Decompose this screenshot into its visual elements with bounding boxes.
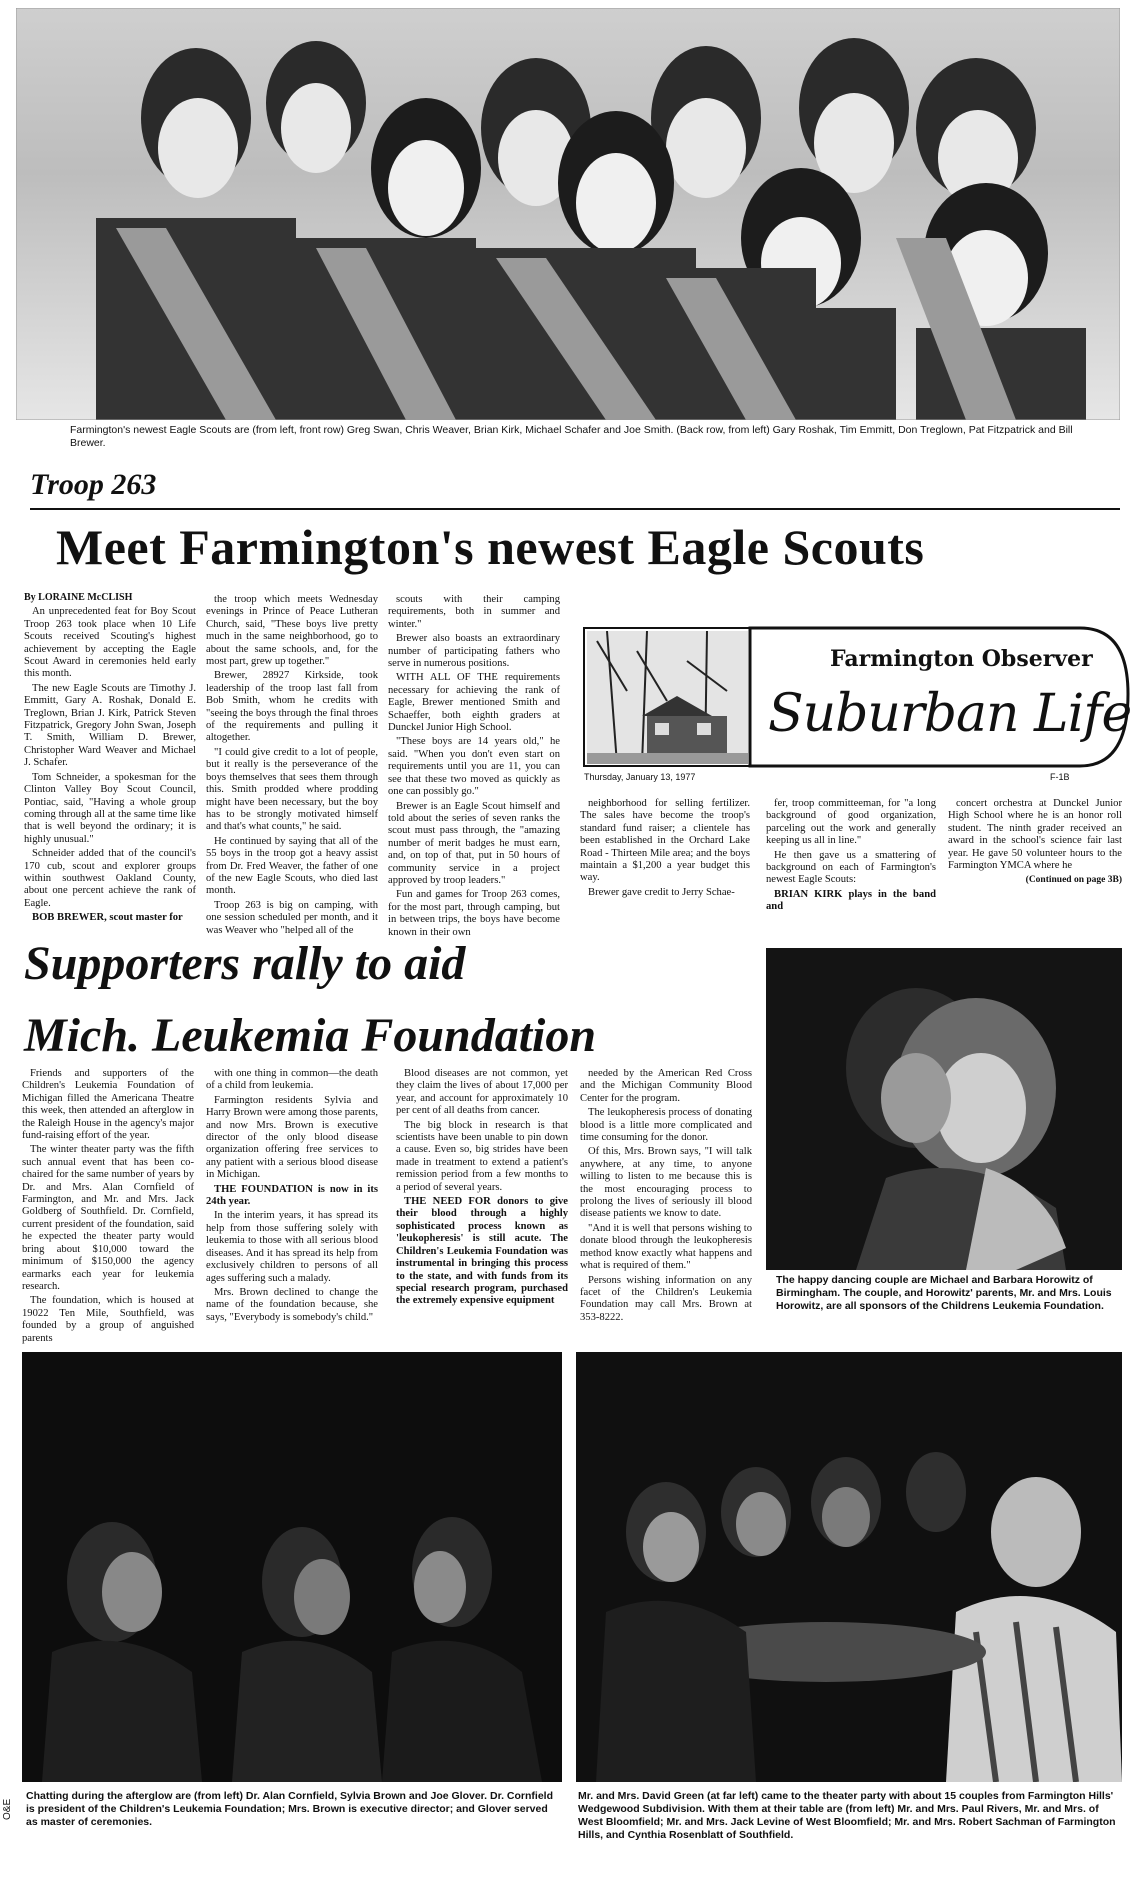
masthead-page: F-1B bbox=[1050, 772, 1070, 782]
story2-column-1 bbox=[22, 1068, 194, 1347]
story1-paragraph: Brewer, 28927 Kirkside, took leadership of the troop last fall from Bob Smith, whom he credits with "seeing the boys through the final throes of the requirements and pulling it altogether. bbox=[206, 670, 378, 744]
masthead-date: Thursday, January 13, 1977 bbox=[584, 772, 696, 782]
eagle-scouts-photo-art bbox=[16, 8, 1120, 420]
story-kicker: Troop 263 bbox=[30, 468, 157, 501]
afterglow-caption: Chatting during the afterglow are (from left) Dr. Alan Cornfield, Sylvia Brown and Joe Glover. Dr. Cornfield is president of the Children's Leukemia Foundation; Mrs. Brown is executive director; and Glover served as master of ceremonies. bbox=[26, 1790, 554, 1828]
story1-paragraph: fer, troop committeeman, for "a long background of good organization, parceling out the work and generally keeping us all in line." bbox=[766, 798, 936, 847]
story2-column-4 bbox=[580, 1068, 752, 1326]
story2-paragraph: The big block in research is that scientists have been unable to pin down a cause. Even so, big strides have been made in treatment to extend a patient's remission period from a few months to a period of several years. bbox=[396, 1119, 568, 1193]
story2-paragraph: Mrs. Brown declined to change the name of the foundation because, she says, "Everybody is somebody's child." bbox=[206, 1286, 378, 1323]
story1-paragraph: "These boys are 14 years old," he said. "When you don't even start on requirements until you are 11, you can see that these two moved as quickly as one can possibly go." bbox=[388, 736, 560, 798]
masthead-paper-name: Farmington Observer bbox=[830, 646, 1093, 672]
story1-paragraph: Fun and games for Troop 263 comes, for the most part, through camping, but in between trips, the boys have become known in their own bbox=[388, 889, 560, 938]
story1-paragraph: The new Eagle Scouts are Timothy J. Emmitt, Gary A. Roshak, Donald E. Treglown, Brian J. Kirk, Patrick Steven Fitzpatrick, Gregory John Swan, Joseph T. Smith, William D. Brewer, Christopher Ward Weaver and Michael J. Schafer. bbox=[24, 682, 196, 769]
story2-paragraph: Blood diseases are not common, yet they claim the lives of about 17,000 per year, and account for approximately 10 per cent of all deaths from cancer. bbox=[396, 1068, 568, 1117]
theater-party-caption: Mr. and Mrs. David Green (at far left) came to the theater party with about 15 couples from Farmington Hills' Wedgewood Subdivision. With them at their table are (from left) Mr. and Mrs. Paul Rivers, Mr. and Mrs. of West Bloomfield; Mr. and Mrs. Jack Levine of West Bloomfield; Mr. and Mrs. Robert Sachman of Farmington Hills, and Cynthia Rosenblatt of Southfield. bbox=[578, 1790, 1116, 1841]
story1-paragraph: "I could give credit to a lot of people, but it really is the perseverance of the boys themselves that sees them through this. Smith prodded where prodding might have been necessary, but the boy has to be strongly motivated himself and that's what counts," he said. bbox=[206, 746, 378, 833]
story1-paragraph: the troop which meets Wednesday evenings in Prince of Peace Lutheran Church, said, "These boys live pretty much in the same neighborhood, go to about the same schools, and, for the most part, grew up together." bbox=[206, 594, 378, 668]
story2-column-3 bbox=[396, 1068, 568, 1310]
masthead-box bbox=[580, 624, 1132, 790]
story1-column-4 bbox=[580, 798, 750, 901]
continued-note: (Continued on page 3B) bbox=[1025, 875, 1122, 886]
story2-headline-line2: Mich. Leukemia Foundation bbox=[24, 1009, 597, 1062]
story2-paragraph: Friends and supporters of the Children's Leukemia Foundation of Michigan filled the Americana Theatre this week, then attended an afterglow in the Raleigh House in the agency's major fund-raising effort of the year. bbox=[22, 1068, 194, 1142]
story1-paragraph: WITH ALL OF THE requirements necessary for achieving the rank of Eagle, Brewer mentioned Smith and Schaeffer, both eighth graders at Dunckel Junior High School. bbox=[388, 672, 560, 734]
story2-paragraph: THE NEED FOR donors to give their blood through a highly sophisticated process known as 'leukopheresis' is still acute. The Children's Leukemia Foundation was instrumental in bringing this process to the state, and with funds from its special research program, purchased the extremely expensive equipment bbox=[396, 1196, 568, 1307]
eagle-scouts-photo-caption: Farmington's newest Eagle Scouts are (from left, front row) Greg Swan, Chris Weaver, Brian Kirk, Michael Schafer and Joe Smith. (Back row, from left) Gary Roshak, Tim Emmitt, Don Treglown, Pat Fitzpatrick and Bill Brewer. bbox=[70, 424, 1073, 449]
story2-headline-line1: Supporters rally to aid bbox=[24, 937, 466, 990]
story2-paragraph: with one thing in common—the death of a child from leukemia. bbox=[206, 1068, 378, 1092]
story2-paragraph: The leukopheresis process of donating blood is a little more complicated and time consuming for the donor. bbox=[580, 1107, 752, 1144]
dancing-couple-photo bbox=[766, 948, 1122, 1270]
story1-column-5 bbox=[766, 798, 936, 916]
margin-mark: O&E bbox=[2, 1798, 13, 1820]
story1-paragraph: He then gave us a smattering of background on each of Farmington's newest Eagle Scouts: bbox=[766, 849, 936, 886]
story2-column-2 bbox=[206, 1068, 378, 1326]
story1-paragraph: An unprecedented feat for Boy Scout Troop 263 took place when 10 Life Scouts received Scouting's highest achievement by accepting the Eagle Scout Award in ceremonies held early this month. bbox=[24, 606, 196, 680]
story1-column-6 bbox=[948, 798, 1122, 889]
story1-paragraph: Brewer gave credit to Jerry Schae- bbox=[588, 886, 735, 898]
story1-paragraph: concert orchestra at Dunckel Junior High School where he is an honor roll student. The ninth grader received an award in the school's science fair last year. He gave 50 volunteer hours to the Farmington YMCA where he bbox=[948, 798, 1122, 872]
story1-paragraph: neighborhood for selling fertilizer. The sales have become the troop's standard fund raiser; a clientele has been established in the Orchard Lake Road - Thirteen Mile area; and the boys maintain a $1,200 a year budget this way. bbox=[580, 798, 750, 884]
story1-column-3 bbox=[388, 594, 560, 941]
story1-paragraph: scouts with their camping requirements, both in summer and winter." bbox=[388, 594, 560, 630]
story1-paragraph: BRIAN KIRK plays in the band and bbox=[766, 888, 936, 913]
story1-column-1 bbox=[24, 592, 196, 927]
masthead-section-name: Suburban Life bbox=[768, 684, 1132, 744]
story2-paragraph: In the interim years, it has spread its help from those suffering solely with leukemia to those with all serious blood diseases. And it has spread its help from exclusively children to persons of all ages suffering such a malady. bbox=[206, 1210, 378, 1284]
kicker-rule bbox=[30, 508, 1120, 510]
theater-party-table-photo bbox=[576, 1352, 1122, 1782]
story1-paragraph: Brewer is an Eagle Scout himself and told about the series of seven ranks the scout must pass through, the "amazing number of merit badges he must earn, and, on top of that, put in 50 hours of community service in a project approved by troop leaders." bbox=[388, 800, 560, 886]
eagle-scouts-photo bbox=[16, 8, 1120, 420]
story1-paragraph: Tom Schneider, a spokesman for the Clinton Valley Boy Scout Council, Pontiac, said, "Having a whole group coming through all at the same time like that is well beyond the ordinary; it is highly unusual." bbox=[24, 771, 196, 845]
story1-paragraph: Schneider added that of the council's 170 cub, scout and explorer groups within southwest Oakland County, about one percent achieve the rank of Eagle. bbox=[24, 848, 196, 909]
story2-paragraph: The foundation, which is housed at 19022 Ten Mile, Southfield, was founded by a group of anguished parents bbox=[22, 1295, 194, 1344]
afterglow-photo bbox=[22, 1352, 562, 1782]
story2-paragraph: needed by the American Red Cross and the Michigan Community Blood Center for the program. bbox=[580, 1068, 752, 1104]
story2-paragraph: Farmington residents Sylvia and Harry Brown were among those parents, and now Mrs. Brown is executive director of the only blood disease organization offering free services to any patient with a serious blood disease in Michigan. bbox=[206, 1094, 378, 1181]
story1-paragraph: BOB BREWER, scout master for bbox=[32, 912, 183, 924]
story1-paragraph: Troop 263 is big on camping, with one session scheduled per month, and it was Weaver who "helped all of the bbox=[206, 899, 378, 936]
story2-paragraph: "And it is well that persons wishing to donate blood through the leukopheresis method know exactly what happens and what is required of them." bbox=[580, 1222, 752, 1272]
story2-paragraph: THE FOUNDATION is now in its 24th year. bbox=[206, 1183, 378, 1208]
byline: By LORAINE McCLISH bbox=[24, 592, 133, 603]
story1-paragraph: Brewer also boasts an extraordinary number of participating fathers who serve in numerous positions. bbox=[388, 633, 560, 670]
story1-column-2 bbox=[206, 594, 378, 939]
story2-paragraph: Of this, Mrs. Brown says, "I will talk anywhere, at any time, to anyone willing to listen to me because this is the most encouraging process to prolong the lives of seriously ill blood disease patients we know to date. bbox=[580, 1146, 752, 1220]
story-headline: Meet Farmington's newest Eagle Scouts bbox=[56, 519, 925, 575]
story2-paragraph: The winter theater party was the fifth such annual event that has been co-chaired for the same number of years by Dr. and Mrs. Alan Cornfield of Farmington, and Mr. and Mrs. Jack Goldberg of Southfield. Dr. Cornfield, current president of the foundation, said he expected the theater party would bring about $10,000 toward the minimum of $150,000 the agency earmarks each year for leukemia research. bbox=[22, 1144, 194, 1292]
story2-paragraph: Persons wishing information on any facet of the Children's Leukemia Foundation may call Mrs. Brown at 353-8222. bbox=[580, 1274, 752, 1323]
masthead-house-photo bbox=[587, 631, 748, 764]
dancing-couple-caption: The happy dancing couple are Michael and Barbara Horowitz of Birmingham. The couple, and Horowitz' parents, Mr. and Mrs. Louis Horowitz, are all sponsors of the Childrens Leukemia Foundation. bbox=[776, 1274, 1112, 1312]
story1-paragraph: He continued by saying that all of the 55 boys in the troop got a heavy assist from Dr. Fred Weaver, the father of one of the new Eagle Scouts, who died last month. bbox=[206, 835, 378, 897]
